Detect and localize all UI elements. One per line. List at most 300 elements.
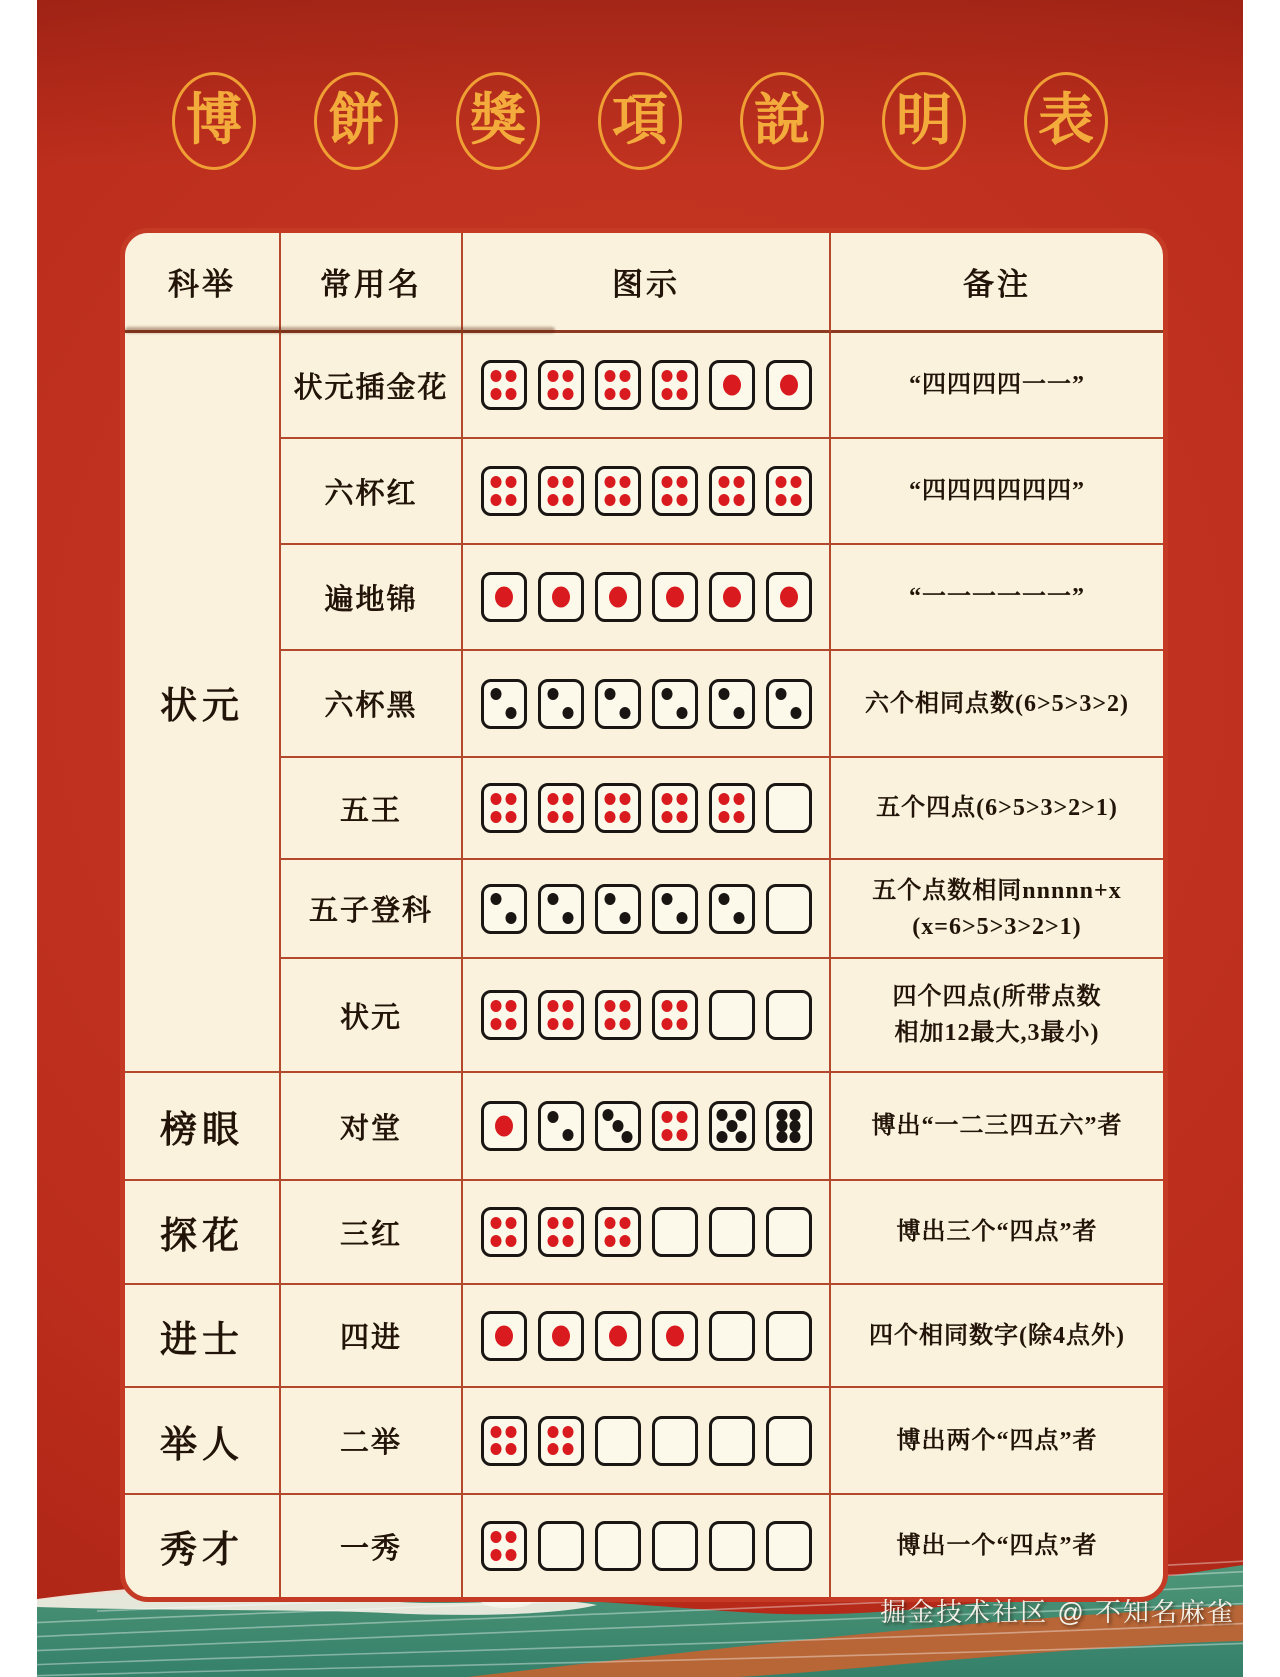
die-6-black xyxy=(766,1101,812,1151)
die-1-red xyxy=(766,360,812,410)
die-4-red xyxy=(709,783,755,833)
die-2-black xyxy=(652,884,698,934)
die-4-red xyxy=(652,466,698,516)
die-pip xyxy=(661,370,672,382)
die-pip xyxy=(604,494,615,506)
note-cell xyxy=(831,1073,1163,1181)
die-pip xyxy=(495,1325,513,1346)
note-text: 五个点数相同nnnnn+x (x=6>5>3>2>1) xyxy=(872,877,1122,940)
die-pip xyxy=(609,1325,627,1346)
die-pip xyxy=(506,707,517,719)
die-blank xyxy=(709,990,755,1040)
die-pip xyxy=(620,1217,631,1229)
die-pip xyxy=(620,1018,631,1030)
die-pip xyxy=(490,1217,501,1229)
name-cell: 遍地锦 xyxy=(281,545,463,651)
title-char-circle xyxy=(882,72,966,170)
die-2-black xyxy=(538,884,584,934)
name-cell: 六杯黑 xyxy=(281,651,463,758)
note-text: “一一一一一一” xyxy=(909,584,1085,610)
die-2-black xyxy=(709,679,755,729)
die-pip xyxy=(563,1129,574,1141)
die-pip xyxy=(552,587,570,608)
die-pip xyxy=(734,793,745,805)
prize-table xyxy=(120,228,1168,1602)
die-pip xyxy=(717,1131,728,1143)
die-4-red xyxy=(538,1416,584,1466)
die-1-red xyxy=(481,572,527,622)
die-blank xyxy=(538,1521,584,1571)
die-pip xyxy=(563,1235,574,1247)
die-pip xyxy=(661,494,672,506)
note-text: 六个相同点数(6>5>3>2) xyxy=(864,690,1129,717)
die-pip xyxy=(790,1131,801,1143)
note-cell xyxy=(831,1181,1163,1285)
die-pip xyxy=(776,1120,787,1132)
die-pip xyxy=(791,476,802,488)
die-pip xyxy=(661,388,672,400)
die-pip xyxy=(506,1000,517,1012)
die-pip xyxy=(547,1000,558,1012)
die-pip xyxy=(776,1109,787,1121)
die-pip xyxy=(717,1109,728,1121)
die-pip xyxy=(490,494,501,506)
watermark: 掘金技术社区 @ 不知名麻雀 xyxy=(880,1597,1235,1627)
die-pip xyxy=(775,494,786,506)
title-char: 表 xyxy=(1038,90,1094,152)
die-pip xyxy=(506,1217,517,1229)
die-pip xyxy=(506,1018,517,1030)
note-cell xyxy=(831,1388,1163,1495)
note-text: 博出三个“四点”者 xyxy=(896,1219,1098,1245)
title-char-circle xyxy=(1024,72,1108,170)
die-4-red xyxy=(481,1207,527,1257)
die-pip xyxy=(563,1000,574,1012)
die-pip xyxy=(620,476,631,488)
die-4-red xyxy=(652,990,698,1040)
die-4-red xyxy=(481,783,527,833)
die-pip xyxy=(490,1018,501,1030)
die-pip xyxy=(563,476,574,488)
note-text: “四四四四四四” xyxy=(909,478,1085,504)
note-cell xyxy=(831,1495,1163,1597)
dice-cell xyxy=(463,860,831,959)
dice-cell xyxy=(463,1388,831,1495)
die-pip xyxy=(718,811,729,823)
title-char-circle xyxy=(172,72,256,170)
die-blank xyxy=(766,990,812,1040)
dice-cell xyxy=(463,439,831,545)
die-1-red xyxy=(481,1101,527,1151)
die-pip xyxy=(547,1235,558,1247)
die-pip xyxy=(780,375,798,396)
die-pip xyxy=(547,1217,558,1229)
die-pip xyxy=(620,912,631,924)
die-pip xyxy=(547,494,558,506)
title-char-circle xyxy=(740,72,824,170)
die-pip xyxy=(604,1018,615,1030)
die-pip xyxy=(677,707,688,719)
die-5-black xyxy=(709,1101,755,1151)
title-char: 項 xyxy=(612,90,668,152)
die-pip xyxy=(490,688,501,700)
die-1-red xyxy=(652,1311,698,1361)
die-blank xyxy=(652,1521,698,1571)
die-pip xyxy=(677,1000,688,1012)
die-pip xyxy=(661,793,672,805)
die-pip xyxy=(547,811,558,823)
die-pip xyxy=(677,811,688,823)
die-pip xyxy=(677,793,688,805)
die-1-red xyxy=(538,1311,584,1361)
die-pip xyxy=(661,1018,672,1030)
die-4-red xyxy=(652,1101,698,1151)
title-char: 明 xyxy=(896,90,952,152)
name-cell: 状元 xyxy=(281,959,463,1073)
title-char: 說 xyxy=(754,90,810,152)
name-cell: 六杯红 xyxy=(281,439,463,545)
die-pip xyxy=(735,1109,746,1121)
die-1-red xyxy=(766,572,812,622)
die-4-red xyxy=(481,466,527,516)
die-pip xyxy=(661,688,672,700)
die-pip xyxy=(790,1109,801,1121)
die-pip xyxy=(677,1018,688,1030)
die-pip xyxy=(734,476,745,488)
die-1-red xyxy=(538,572,584,622)
die-pip xyxy=(506,1549,517,1561)
die-pip xyxy=(604,1000,615,1012)
die-pip xyxy=(506,494,517,506)
die-pip xyxy=(547,1018,558,1030)
die-pip xyxy=(677,1111,688,1123)
die-blank xyxy=(595,1521,641,1571)
die-pip xyxy=(620,494,631,506)
note-text: 博出两个“四点”者 xyxy=(896,1427,1098,1454)
die-pip xyxy=(609,587,627,608)
die-blank xyxy=(766,884,812,934)
die-pip xyxy=(604,1235,615,1247)
dice-cell xyxy=(463,651,831,758)
die-pip xyxy=(604,388,615,400)
die-blank xyxy=(652,1207,698,1257)
name-cell: 一秀 xyxy=(281,1495,463,1597)
dice-cell xyxy=(463,1073,831,1181)
die-2-black xyxy=(595,679,641,729)
die-pip xyxy=(780,587,798,608)
die-pip xyxy=(790,1120,801,1132)
rank-cell: 榜眼 xyxy=(125,1073,281,1181)
die-pip xyxy=(547,793,558,805)
die-1-red xyxy=(652,572,698,622)
die-2-black xyxy=(709,884,755,934)
die-pip xyxy=(490,1549,501,1561)
die-4-red xyxy=(766,466,812,516)
die-blank xyxy=(766,1521,812,1571)
die-pip xyxy=(506,1443,517,1455)
die-blank xyxy=(595,1416,641,1466)
die-pip xyxy=(563,370,574,382)
die-pip xyxy=(604,1217,615,1229)
die-pip xyxy=(718,688,729,700)
die-pip xyxy=(661,1129,672,1141)
rank-cell: 探花 xyxy=(125,1181,281,1285)
die-pip xyxy=(723,375,741,396)
title-char-circle xyxy=(456,72,540,170)
note-cell xyxy=(831,333,1163,439)
die-pip xyxy=(677,912,688,924)
rank-cell: 进士 xyxy=(125,1285,281,1388)
dice-cell xyxy=(463,333,831,439)
die-4-red xyxy=(595,466,641,516)
die-blank xyxy=(709,1207,755,1257)
name-cell: 状元插金花 xyxy=(281,333,463,439)
die-pip xyxy=(490,476,501,488)
die-1-red xyxy=(595,572,641,622)
die-2-black xyxy=(652,679,698,729)
die-pip xyxy=(661,1111,672,1123)
die-4-red xyxy=(538,360,584,410)
header-cell-4: 备注 xyxy=(831,233,1163,333)
note-cell xyxy=(831,651,1163,758)
die-pip xyxy=(776,1131,787,1143)
title-bar xyxy=(37,72,1243,170)
die-pip xyxy=(604,893,615,905)
die-2-black xyxy=(538,1101,584,1151)
die-pip xyxy=(604,793,615,805)
die-pip xyxy=(563,793,574,805)
die-blank xyxy=(766,1311,812,1361)
die-2-black xyxy=(481,884,527,934)
die-pip xyxy=(734,707,745,719)
note-cell xyxy=(831,758,1163,860)
name-cell: 二举 xyxy=(281,1388,463,1495)
note-cell xyxy=(831,439,1163,545)
die-pip xyxy=(718,793,729,805)
die-pip xyxy=(735,1131,746,1143)
title-char: 博 xyxy=(186,90,242,152)
die-2-black xyxy=(766,679,812,729)
die-1-red xyxy=(709,360,755,410)
die-4-red xyxy=(538,466,584,516)
note-text: 四个四点(所带点数 相加12最大,3最小) xyxy=(892,984,1102,1046)
die-pip xyxy=(620,811,631,823)
name-cell: 三红 xyxy=(281,1181,463,1285)
die-pip xyxy=(734,912,745,924)
die-blank xyxy=(652,1416,698,1466)
rank-cell: 举人 xyxy=(125,1388,281,1495)
die-pip xyxy=(677,476,688,488)
die-4-red xyxy=(481,1521,527,1571)
die-4-red xyxy=(538,990,584,1040)
name-cell: 五王 xyxy=(281,758,463,860)
die-pip xyxy=(506,1235,517,1247)
die-pip xyxy=(734,494,745,506)
die-4-red xyxy=(481,990,527,1040)
die-pip xyxy=(506,811,517,823)
die-pip xyxy=(603,1109,614,1121)
poster xyxy=(37,0,1243,1677)
die-pip xyxy=(563,1018,574,1030)
note-text: “四四四四一一” xyxy=(909,372,1085,398)
die-pip xyxy=(506,793,517,805)
die-pip xyxy=(677,494,688,506)
die-pip xyxy=(490,811,501,823)
die-pip xyxy=(490,1426,501,1438)
die-pip xyxy=(723,587,741,608)
die-pip xyxy=(495,587,513,608)
die-4-red xyxy=(595,360,641,410)
die-pip xyxy=(621,1131,632,1143)
name-cell: 五子登科 xyxy=(281,860,463,959)
die-blank xyxy=(709,1311,755,1361)
die-pip xyxy=(661,1000,672,1012)
die-2-black xyxy=(538,679,584,729)
die-blank xyxy=(766,783,812,833)
die-1-red xyxy=(481,1311,527,1361)
die-pip xyxy=(506,1531,517,1543)
die-pip xyxy=(563,811,574,823)
die-4-red xyxy=(538,783,584,833)
die-pip xyxy=(718,893,729,905)
die-4-red xyxy=(709,466,755,516)
die-pip xyxy=(490,1235,501,1247)
die-blank xyxy=(766,1416,812,1466)
die-pip xyxy=(506,1426,517,1438)
die-pip xyxy=(506,388,517,400)
die-4-red xyxy=(652,360,698,410)
die-4-red xyxy=(481,360,527,410)
title-char: 獎 xyxy=(470,90,526,152)
note-text: 博出“一二三四五六”者 xyxy=(871,1113,1123,1139)
note-cell xyxy=(831,959,1163,1073)
die-pip xyxy=(604,370,615,382)
name-cell: 四进 xyxy=(281,1285,463,1388)
die-pip xyxy=(612,1120,623,1132)
die-pip xyxy=(490,893,501,905)
header-cell-3: 图示 xyxy=(463,233,831,333)
die-pip xyxy=(547,1443,558,1455)
die-4-red xyxy=(481,1416,527,1466)
die-pip xyxy=(563,912,574,924)
die-3-black xyxy=(595,1101,641,1151)
die-pip xyxy=(718,494,729,506)
note-cell xyxy=(831,545,1163,651)
die-pip xyxy=(506,912,517,924)
die-pip xyxy=(547,388,558,400)
die-pip xyxy=(547,688,558,700)
note-text: 博出一个“四点”者 xyxy=(896,1533,1098,1559)
die-pip xyxy=(506,370,517,382)
note-text: 四个相同数字(除4点外) xyxy=(869,1322,1125,1349)
die-pip xyxy=(661,811,672,823)
die-pip xyxy=(604,688,615,700)
die-pip xyxy=(775,476,786,488)
die-pip xyxy=(563,1443,574,1455)
die-pip xyxy=(604,476,615,488)
die-blank xyxy=(709,1521,755,1571)
die-4-red xyxy=(595,1207,641,1257)
die-pip xyxy=(547,1111,558,1123)
die-pip xyxy=(666,587,684,608)
die-blank xyxy=(766,1207,812,1257)
die-pip xyxy=(791,707,802,719)
die-2-black xyxy=(595,884,641,934)
dice-cell xyxy=(463,758,831,860)
die-pip xyxy=(791,494,802,506)
die-1-red xyxy=(595,1311,641,1361)
note-cell xyxy=(831,860,1163,959)
header-cell-2: 常用名 xyxy=(281,233,463,333)
die-pip xyxy=(506,476,517,488)
die-pip xyxy=(620,388,631,400)
dice-cell xyxy=(463,1495,831,1597)
dice-cell xyxy=(463,1285,831,1388)
dice-cell xyxy=(463,1181,831,1285)
die-pip xyxy=(490,1443,501,1455)
die-blank xyxy=(709,1416,755,1466)
die-pip xyxy=(490,388,501,400)
die-pip xyxy=(604,811,615,823)
die-pip xyxy=(563,1217,574,1229)
rank-cell: 状元 xyxy=(125,333,281,1073)
dice-cell xyxy=(463,545,831,651)
die-pip xyxy=(775,688,786,700)
die-4-red xyxy=(538,1207,584,1257)
die-pip xyxy=(666,1325,684,1346)
header-cell-1: 科举 xyxy=(125,233,281,333)
title-char: 餅 xyxy=(328,90,384,152)
die-pip xyxy=(490,1000,501,1012)
die-pip xyxy=(620,370,631,382)
die-4-red xyxy=(595,990,641,1040)
die-pip xyxy=(547,893,558,905)
die-pip xyxy=(547,370,558,382)
die-2-black xyxy=(481,679,527,729)
title-char-circle xyxy=(314,72,398,170)
die-pip xyxy=(547,476,558,488)
die-pip xyxy=(563,707,574,719)
note-cell xyxy=(831,1285,1163,1388)
die-pip xyxy=(495,1116,513,1137)
dice-cell xyxy=(463,959,831,1073)
die-pip xyxy=(620,1235,631,1247)
die-pip xyxy=(563,494,574,506)
die-pip xyxy=(563,1426,574,1438)
die-pip xyxy=(677,1129,688,1141)
die-pip xyxy=(661,476,672,488)
die-pip xyxy=(490,793,501,805)
die-pip xyxy=(552,1325,570,1346)
die-pip xyxy=(661,893,672,905)
die-4-red xyxy=(595,783,641,833)
die-pip xyxy=(620,1000,631,1012)
die-pip xyxy=(718,476,729,488)
die-pip xyxy=(563,388,574,400)
die-pip xyxy=(677,388,688,400)
title-char-circle xyxy=(598,72,682,170)
die-pip xyxy=(490,370,501,382)
die-1-red xyxy=(709,572,755,622)
note-text: 五个四点(6>5>3>2>1) xyxy=(876,795,1118,821)
rank-cell: 秀才 xyxy=(125,1495,281,1597)
name-cell: 对堂 xyxy=(281,1073,463,1181)
die-pip xyxy=(734,811,745,823)
die-pip xyxy=(547,1426,558,1438)
die-pip xyxy=(490,1531,501,1543)
die-4-red xyxy=(652,783,698,833)
die-pip xyxy=(677,370,688,382)
